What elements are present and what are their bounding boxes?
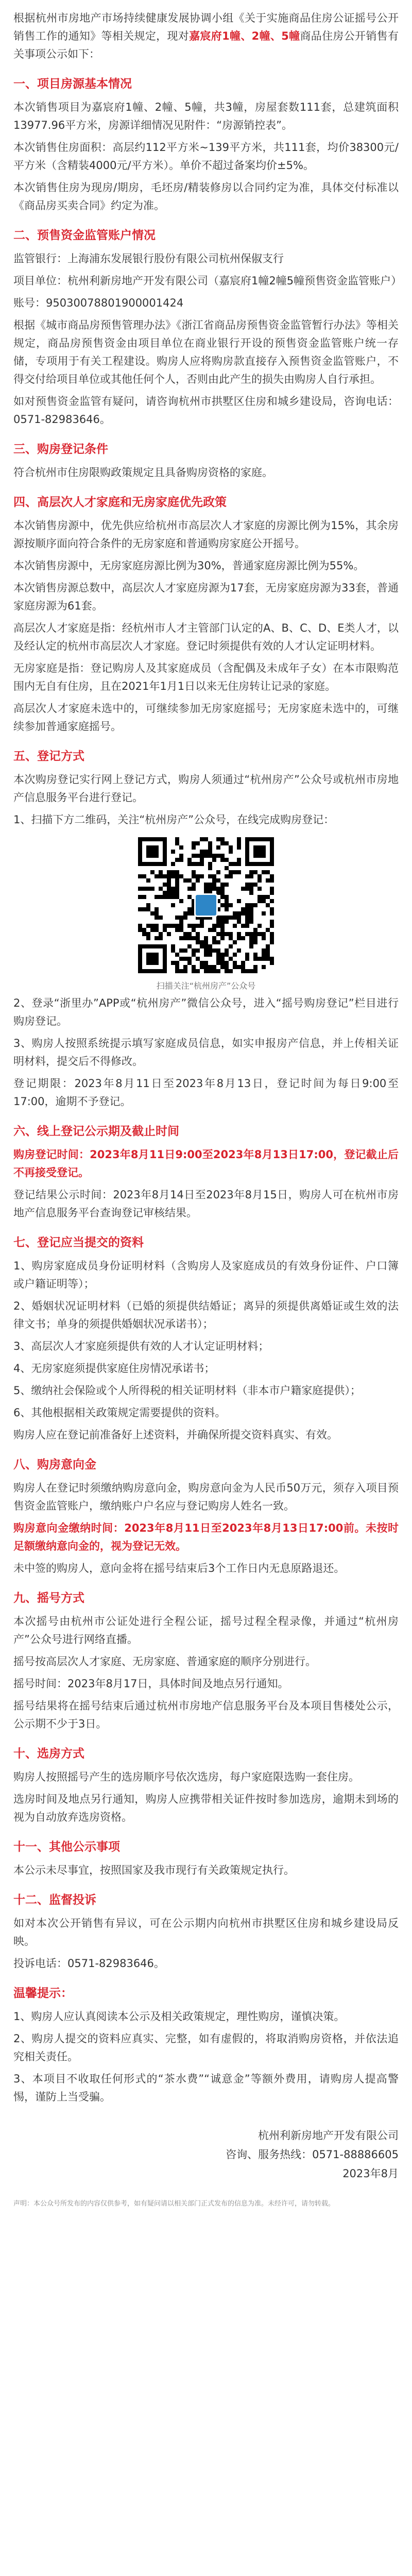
paragraph: 1、扫描下方二维码，关注“杭州房产”公众号，在线完成购房登记：: [13, 814, 335, 826]
paragraph: 3、本项目不收取任何形式的“茶水费”“诚意金”等额外费用，请购房人提高警惕，谨防上当受骗。: [13, 2073, 399, 2103]
paragraph: 本次销售项目为嘉宸府1幢、2幢、5幢，共3幢，房屋套数111套，总建筑面积13977.96平方米，房源详细情况见附件：“房源销控表”。: [13, 101, 399, 131]
signature-date: 2023年8月: [342, 2167, 399, 2180]
section-title-tips: 温馨提示：: [13, 1987, 73, 2000]
paragraph: 本次销售住房面积：高层约112平方米~139平方米，共111套，均价38300元/平方米（含精装4000元/平方米）。单价不超过备案均价±5%。: [13, 141, 399, 172]
paragraph: 购房人按照摇号产生的选房顺序号依次选房，每户家庭限选购一套住房。: [13, 1771, 359, 1783]
paragraph: 本次摇号由杭州市公证处进行全程公证，摇号过程全程录像，并通过“杭州房产”公众号进行网络直播。: [13, 1615, 399, 1646]
paragraph: 根据《城市商品房预售管理办法》《浙江省商品房预售资金监管暂行办法》等相关规定，商品房预售资金由项目单位在商业银行开设的预售资金监管账户统一存储，专项用于有关工程建设。购房人应将购房款直接存入预售资金监管账户，不得交付给项目单位或其他任何个人，否则由此产生的损失由购房人自行承担。: [13, 319, 399, 385]
paragraph: 2、登录“浙里办”APP或“杭州房产”微信公众号，进入“摇号购房登记”栏目进行购房登记。: [13, 997, 399, 1027]
paragraph: 5、缴纳社会保险或个人所得税的相关证明材料（非本市户籍家庭提供）；: [13, 1384, 361, 1397]
paragraph: 登记结果公示时间：2023年8月14日至2023年8月15日，购房人可在杭州市房地产信息服务平台查询登记审核结果。: [13, 1189, 399, 1219]
paragraph: 本次购房登记实行网上登记方式，购房人须通过“杭州房产”公众号或杭州市房地产信息服务平台进行登记。: [13, 773, 399, 804]
qr-caption: 扫描关注“杭州房产”公众号: [156, 981, 256, 991]
section-title-deadline: 六、线上登记公示期及截止时间: [13, 1125, 179, 1138]
paragraph: 1、购房人应认真阅读本公示及相关政策规定，理性购房，谨慎决策。: [13, 2010, 345, 2023]
paragraph: 高层次人才家庭未选中的，可继续参加无房家庭摇号；无房家庭未选中的，可继续参加普通家庭摇号。: [13, 702, 399, 733]
section-title-selection: 十、选房方式: [13, 1747, 84, 1760]
intro-tail: 商品住房公开销售有关事项公示如下：: [13, 30, 399, 60]
signature-block: [13, 2127, 399, 2183]
paragraph: 本次销售住房为现房/期房，毛坯房/精装修房以合同约定为准，具体交付标准以《商品房买卖合同》约定为准。: [13, 181, 399, 212]
paragraph: 购房人在登记时须缴纳购房意向金，购房意向金为人民币50万元，须存入项目预售资金监管账户，缴纳账户户名应与登记购房人姓名一致。: [13, 1482, 399, 1512]
paragraph: 无房家庭是指：登记购房人及其家庭成员（含配偶及未成年子女）在本市限购范围内无自有住房，且在2021年1月1日以来无住房转让记录的家庭。: [13, 662, 399, 692]
paragraph: 高层次人才家庭是指：经杭州市人才主管部门认定的A、B、C、D、E类人才，以及经认定的杭州市高层次人才家庭。登记时须提供有效的人才认定证明材料。: [13, 622, 399, 652]
section-title-escrow: 二、预售资金监管账户情况: [13, 229, 156, 242]
paragraph: 符合杭州市住房限购政策规定且具备购房资格的家庭。: [13, 466, 273, 479]
paragraph: 购房人应在登记前准备好上述资料，并确保所提交资料真实、有效。: [13, 1429, 338, 1441]
intro-text: 根据杭州市房地产市场持续健康发展协调小组《关于实施商品住房公证摇号公开销售工作的通知》等相关规定，现对: [13, 12, 399, 42]
paragraph: 监管银行：上海浦东发展银行股份有限公司杭州保俶支行: [13, 252, 284, 265]
paragraph: 登记期限：2023年8月11日至2023年8月13日，登记时间为每日9:00至17:00，逾期不予登记。: [13, 1077, 399, 1108]
paragraph: 投诉电话：0571-82983646。: [13, 1957, 165, 1970]
paragraph: 选房时间及地点另行通知，购房人应携带相关证件按时参加选房，逾期未到场的视为自动放弃选房资格。: [13, 1793, 399, 1823]
paragraph: 摇号时间：2023年8月17日，具体时间及地点另行通知。: [13, 1677, 289, 1690]
paragraph: 6、其他根据相关政策规定需要提供的资料。: [13, 1406, 226, 1419]
section-title-other: 十一、其他公示事项: [13, 1840, 120, 1854]
paragraph: 2、婚姻状况证明材料（已婚的须提供结婚证；离异的须提供离婚证或生效的法律文书；单身的须提供婚姻状况承诺书）；: [13, 1300, 399, 1330]
paragraph: 本次销售房源中，无房家庭房源比例为30%，普通家庭房源比例为55%。: [13, 560, 365, 572]
paragraph: 如对预售资金监管有疑问，请咨询杭州市拱墅区住房和城乡建设局，咨询电话：0571-82983646。: [13, 395, 399, 426]
paragraph: 2、购房人提交的资料应真实、完整，如有虚假的，将取消购房资格，并依法追究相关责任。: [13, 2032, 399, 2063]
signature-company: 杭州利新房地产开发有限公司: [258, 2129, 399, 2142]
paragraph: 未中签的购房人，意向金将在摇号结束后3个工作日内无息原路退还。: [13, 1562, 345, 1574]
paragraph: 本公示未尽事宜，按照国家及我市现行有关政策规定执行。: [13, 1864, 295, 1876]
section-title-deposit: 八、购房意向金: [13, 1458, 96, 1471]
paragraph: 本次销售房源总数中，高层次人才家庭房源为17套，无房家庭房源为33套，普通家庭房源为61套。: [13, 582, 399, 612]
paragraph: 摇号按高层次人才家庭、无房家庭、普通家庭的顺序分别进行。: [13, 1655, 316, 1668]
paragraph: 摇号结果将在摇号结束后通过杭州市房地产信息服务平台及本项目售楼处公示，公示期不少于3日。: [13, 1700, 399, 1730]
section-title-supervision: 十二、监督投诉: [13, 1893, 96, 1907]
section-title-lottery: 九、摇号方式: [13, 1591, 84, 1605]
qr-block: [0, 836, 412, 991]
paragraph: 购房登记时间：2023年8月11日9:00至2023年8月13日17:00，登记截止后不再接受登记。: [13, 1148, 399, 1179]
paragraph: 如对本次公开销售有异议，可在公示期内向杭州市拱墅区住房和城乡建设局反映。: [13, 1917, 399, 1947]
paragraph: 3、高层次人才家庭须提供有效的人才认定证明材料；: [13, 1340, 269, 1352]
intro-paragraph: [13, 9, 399, 63]
paragraph: 1、购房家庭成员身份证明材料（含购房人及家庭成员的有效身份证件、户口簿或户籍证明等）；: [13, 1260, 399, 1290]
paragraph: 4、无房家庭须提供家庭住房情况承诺书；: [13, 1362, 215, 1375]
paragraph: 项目单位：杭州利新房地产开发有限公司（嘉宸府1幢2幢5幢预售资金监管账户）: [13, 275, 402, 287]
signature-phone: 咨询、服务热线：0571-88886605: [226, 2148, 399, 2161]
section-title-documents: 七、登记应当提交的资料: [13, 1236, 144, 1249]
qr-code[interactable]: [137, 836, 275, 974]
intro-highlight: 嘉宸府1幢、2幢、5幢: [189, 30, 300, 42]
qr-logo-icon: [194, 893, 218, 917]
paragraph: 3、购房人按照系统提示填写家庭成员信息，如实申报房产信息，并上传相关证明材料，提交后不得修改。: [13, 1037, 399, 1067]
section-title-registration: 五、登记方式: [13, 750, 84, 763]
section-title-conditions: 三、购房登记条件: [13, 443, 108, 456]
footer-disclaimer: 声明：本公众号所发布的内容仅供参考，如有疑问请以相关部门正式发布的信息为准。未经许可，请勿转载。: [13, 2200, 335, 2208]
paragraph: 本次销售房源中，优先供应给杭州市高层次人才家庭的房源比例为15%，其余房源按顺序面向符合条件的无房家庭和普通购房家庭公开摇号。: [13, 519, 399, 550]
paragraph: 购房意向金缴纳时间：2023年8月11日至2023年8月13日17:00前。未按时足额缴纳意向金的，视为登记无效。: [13, 1522, 399, 1552]
section-title-project: 一、项目房源基本情况: [13, 77, 132, 91]
section-title-priority: 四、高层次人才家庭和无房家庭优先政策: [13, 496, 227, 509]
paragraph: 账号：95030078801900001424: [13, 297, 184, 309]
